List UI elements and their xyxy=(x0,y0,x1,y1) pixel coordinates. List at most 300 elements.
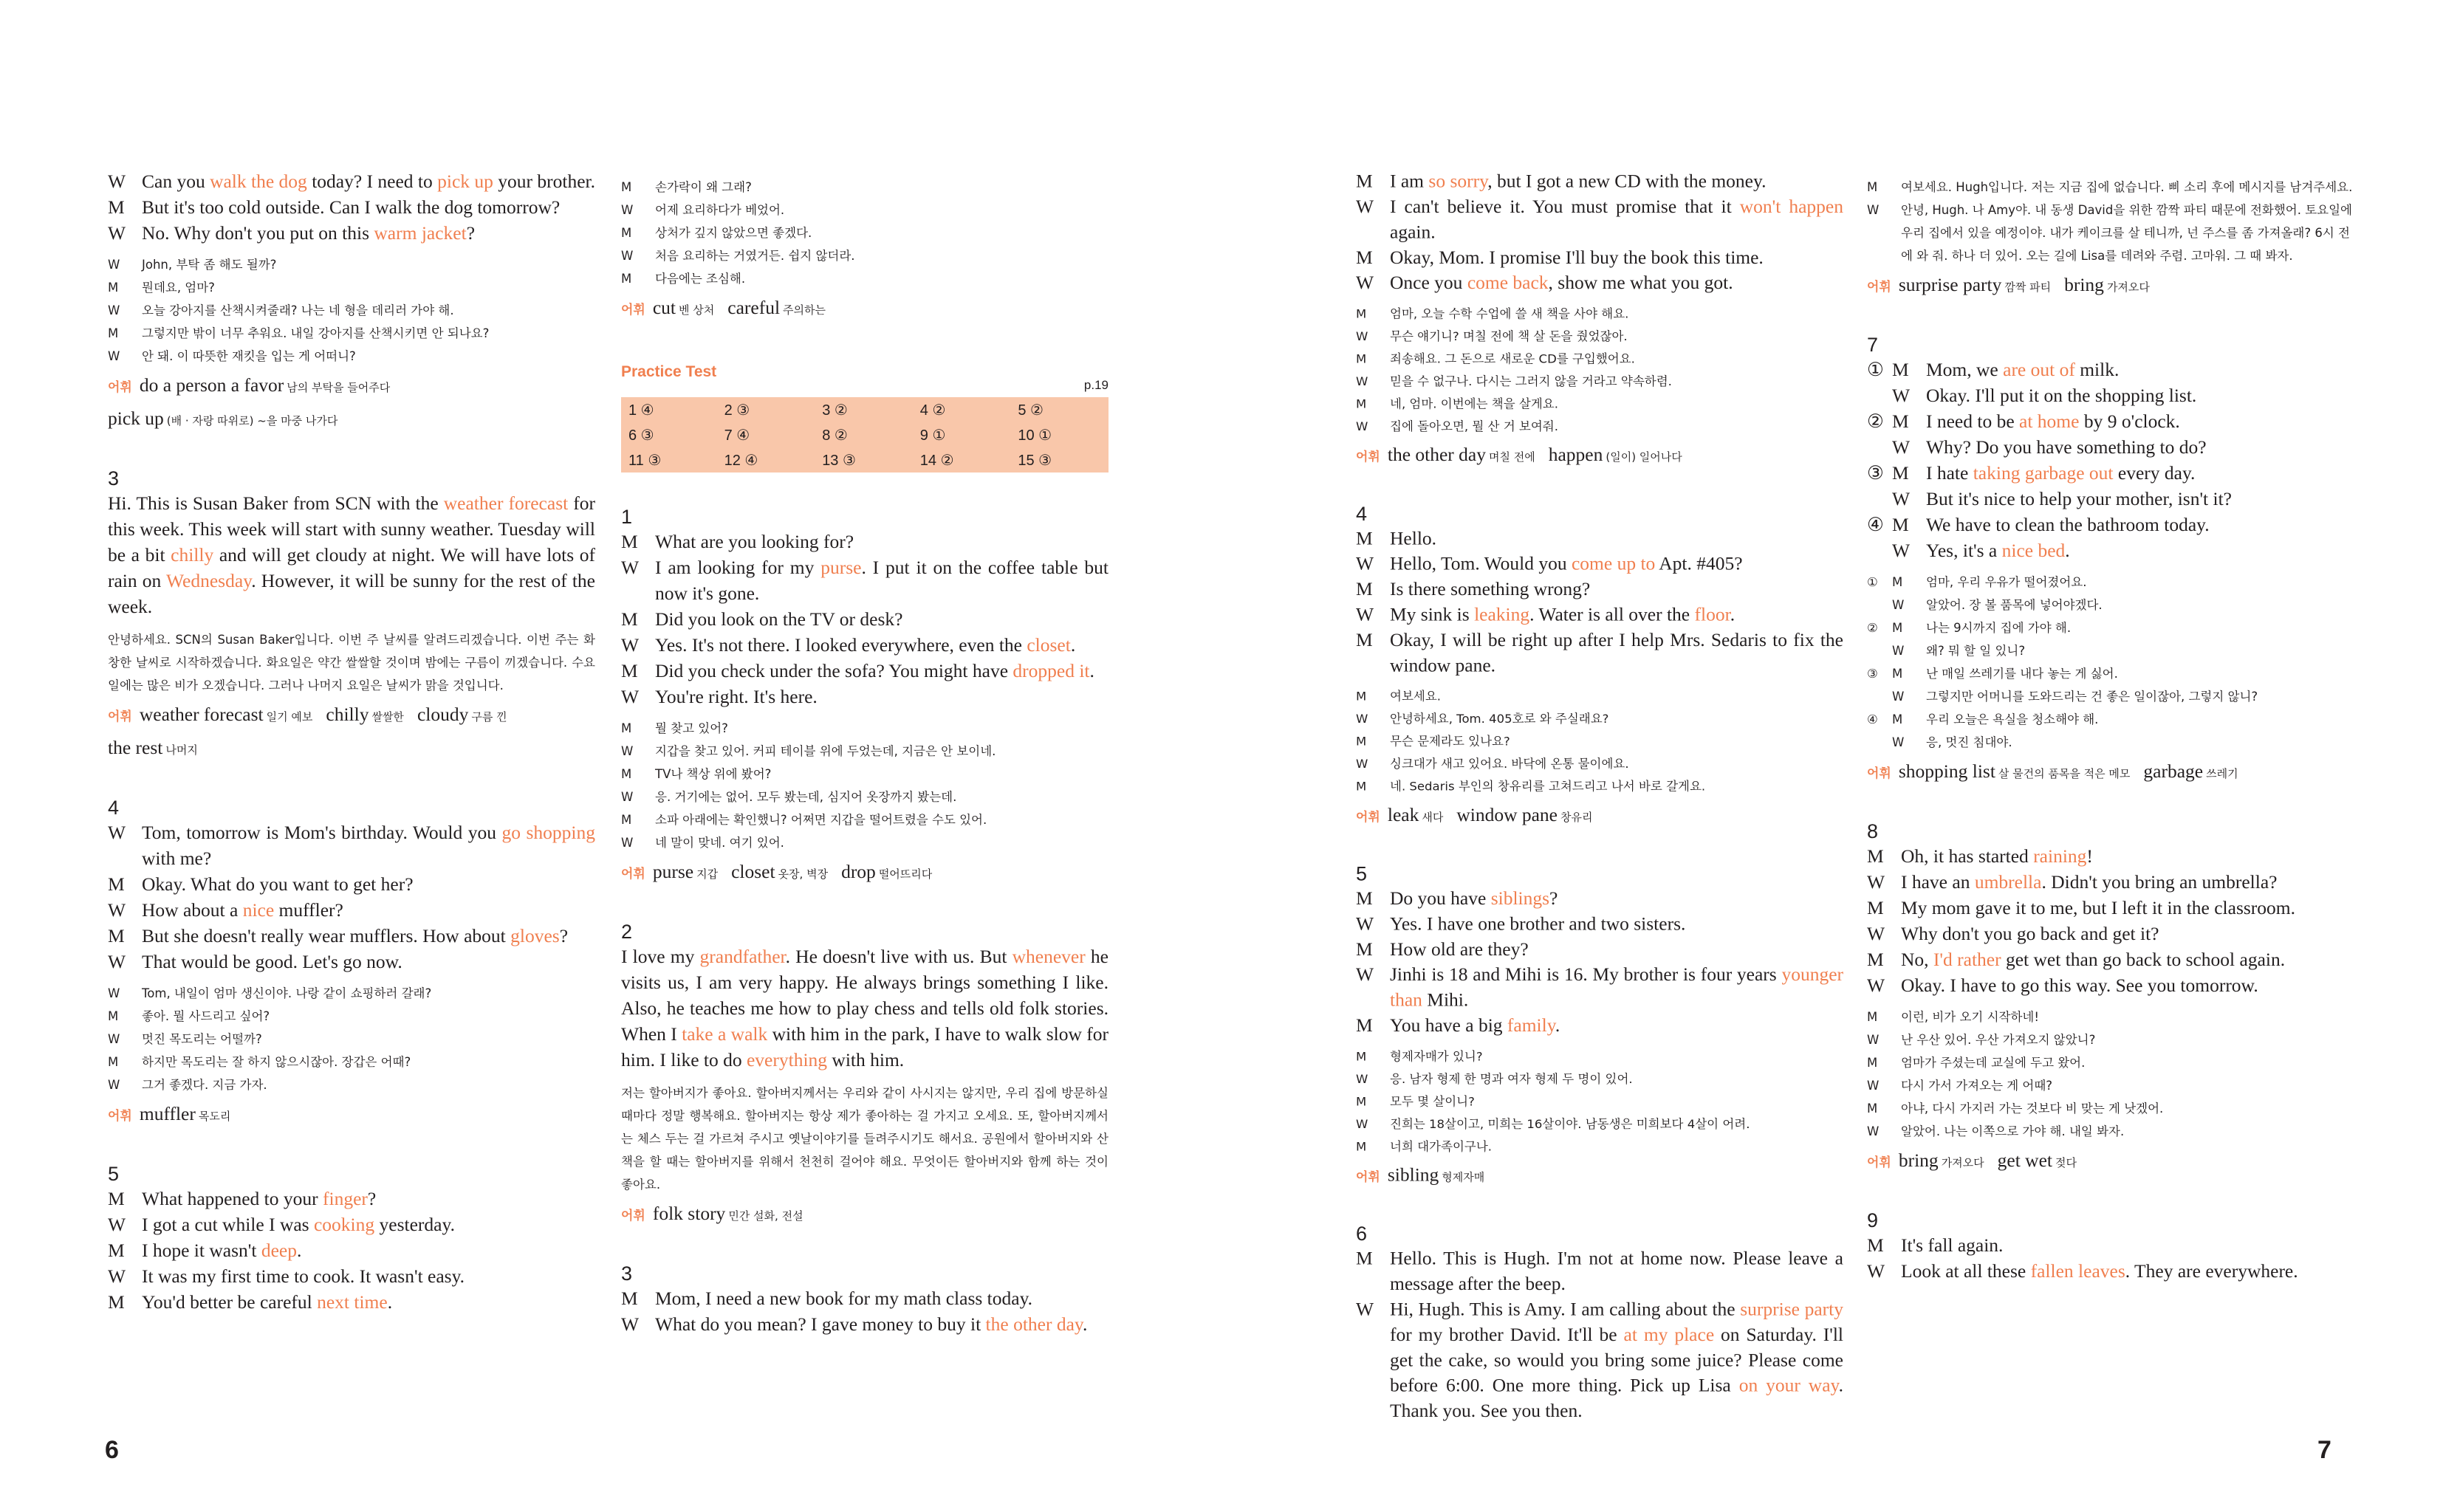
translation-text: 믿을 수 없구나. 다시는 그러지 않을 거라고 약속하렴. xyxy=(1390,374,1672,388)
translation-text: 여보세요. xyxy=(1390,689,1442,704)
dialogue-line xyxy=(1867,357,2354,382)
dialogue-line xyxy=(1356,936,1843,961)
vocab-word: the other day xyxy=(1387,444,1486,466)
vocab-gloss: 쓰레기 xyxy=(2206,767,2238,780)
page-number-right: 7 xyxy=(2317,1436,2331,1464)
speaker: W xyxy=(108,1032,120,1046)
text-segment: But she doesn't really wear mufflers. How about xyxy=(142,925,511,946)
translation-text: 멋진 목도리는 어떨까? xyxy=(142,1032,262,1046)
text-segment: for this week. This week will start with sunny weather. Tuesday will be a bit xyxy=(108,492,595,566)
speaker: M xyxy=(1356,351,1367,366)
item-number xyxy=(1867,685,1892,708)
practice-test-page-ref: p.19 xyxy=(1083,378,1109,392)
answer-cell: 12 ④ xyxy=(724,452,758,469)
dialogue-line xyxy=(1867,434,2354,460)
translation-line xyxy=(621,267,1109,290)
vocab-gloss: 주의하는 xyxy=(783,303,826,317)
translation-line xyxy=(1356,1045,1843,1068)
translation-line xyxy=(621,808,1109,831)
translation-line xyxy=(1356,1068,1843,1090)
text-segment: What are you looking for? xyxy=(655,531,854,552)
text-segment: with me? xyxy=(142,848,212,869)
speaker: M xyxy=(621,1288,638,1309)
speaker: M xyxy=(1867,845,1884,867)
line-text xyxy=(1390,168,1843,193)
p4-vocab xyxy=(1356,802,1843,830)
highlight-phrase: come back xyxy=(1467,272,1549,294)
translation-line xyxy=(621,176,1109,199)
speaker: M xyxy=(1867,1102,1878,1116)
dialogue-line xyxy=(1356,1012,1843,1037)
vocab-word: muffler xyxy=(139,1103,196,1124)
speaker: W xyxy=(1356,603,1374,625)
vocab-gloss: 일기 예보 xyxy=(266,710,313,724)
translation-text: 이런, 비가 오기 시작하네! xyxy=(1901,1010,2039,1024)
speaker: M xyxy=(1356,1049,1367,1064)
text-segment: Can you xyxy=(142,171,210,192)
vocab-gloss: 구름 낀 xyxy=(471,710,507,724)
translation-line xyxy=(108,1005,595,1028)
highlight-phrase: taking garbage out xyxy=(1973,462,2114,484)
vocab-word: cut xyxy=(652,297,676,318)
speaker: W xyxy=(1867,975,1885,996)
translation-text: 우리 오늘은 욕실을 청소해야 해. xyxy=(1926,712,2099,726)
dialogue-line xyxy=(1356,577,1843,602)
speaker: M xyxy=(621,226,632,240)
speaker: W xyxy=(1892,735,1905,749)
vocab-word: window pane xyxy=(1456,804,1558,825)
text-segment: . xyxy=(387,1291,393,1313)
text-segment: We have to clean the bathroom today. xyxy=(1926,514,2210,535)
speaker: W xyxy=(621,557,640,578)
text-segment: Why? Do you have something to do? xyxy=(1926,436,2207,458)
line-text xyxy=(1390,911,1843,936)
p6-dialogue xyxy=(1356,1245,1843,1423)
text-segment: . xyxy=(296,1240,302,1261)
dialogue-line xyxy=(108,220,595,246)
item-number: ① xyxy=(1867,359,1884,380)
dialogue-line xyxy=(1867,921,2354,946)
dialogue-line xyxy=(108,1263,595,1289)
line-text xyxy=(655,658,1109,684)
line-text xyxy=(655,529,1109,554)
highlight-phrase: the other day xyxy=(985,1313,1083,1335)
text-segment: Do you have xyxy=(1390,887,1491,909)
dialogue-line xyxy=(108,897,595,923)
dialogue-line xyxy=(1867,460,2354,486)
translation-text: 죄송해요. 그 돈으로 새로운 CD를 구입했어요. xyxy=(1390,351,1635,366)
text-segment: and will get cloudy at night. We will have lots of rain on xyxy=(108,544,596,591)
speaker: W xyxy=(621,249,634,263)
text-segment: Okay. I'll put it on the shopping list. xyxy=(1926,385,2197,406)
speaker: W xyxy=(108,258,120,272)
text-segment: . They are everywhere. xyxy=(2125,1260,2298,1282)
translation-line xyxy=(1867,1006,2354,1028)
speaker: W xyxy=(1892,488,1911,509)
translation-line xyxy=(1867,731,2354,754)
speaker: M xyxy=(1356,1248,1373,1269)
dialogue-line xyxy=(108,168,595,194)
text-segment: ? xyxy=(559,925,569,946)
text-segment: . Thank you. See you then. xyxy=(1390,1375,1843,1422)
vocab-word: garbage xyxy=(2143,760,2204,782)
text-segment: Yes, it's a xyxy=(1926,540,2002,561)
p1-translation xyxy=(621,717,1109,854)
speaker: W xyxy=(1892,540,1911,561)
line-text xyxy=(655,632,1109,658)
s4-dialogue xyxy=(108,819,595,975)
speaker: M xyxy=(1356,629,1373,650)
line-text xyxy=(1390,270,1843,295)
translation-text: 그거 좋겠다. 지금 가자. xyxy=(142,1078,267,1092)
item-number: ④ xyxy=(1867,514,1884,535)
translation-text: 알았어. 나는 이쪽으로 가야 해. 내일 봐자. xyxy=(1901,1124,2125,1138)
text-segment: ? xyxy=(466,222,476,244)
speaker: W xyxy=(108,1214,126,1235)
text-segment: That would be good. Let's go now. xyxy=(142,951,402,972)
speaker: M xyxy=(1892,667,1903,681)
text-segment: Did you check under the sofa? You might have xyxy=(655,660,1013,681)
translation-text: 엄마, 우리 우유가 떨어졌어요. xyxy=(1926,575,2087,589)
vocab-word: do a person a favor xyxy=(139,374,284,396)
vocab-gloss: 새다 xyxy=(1422,811,1444,824)
line-text xyxy=(142,1263,595,1289)
highlight-phrase: gloves xyxy=(510,925,560,946)
line-text xyxy=(1390,551,1843,576)
translation-text: 엄마, 오늘 수학 수업에 쓸 새 책을 사야 해요. xyxy=(1390,306,1629,321)
translation-line xyxy=(1867,1051,2354,1074)
line-text xyxy=(142,220,595,246)
vocab-label: 어휘 xyxy=(108,380,132,395)
s2-dialogue xyxy=(108,168,595,246)
answer-cell: 10 ① xyxy=(1018,427,1052,444)
text-segment: Jinhi is 18 and Mihi is 16. My brother is four years xyxy=(1390,963,1782,986)
text-segment: But it's too cold outside. Can I walk the dog tomorrow? xyxy=(142,196,561,218)
translation-line xyxy=(1867,662,2354,685)
translation-text: 어제 요리하다가 베었어. xyxy=(655,203,785,217)
vocab-label: 어휘 xyxy=(621,867,645,882)
vocab-word: drop xyxy=(841,861,876,882)
text-segment: I am looking for my xyxy=(655,557,821,578)
translation-line xyxy=(1867,639,2354,662)
item-number: ③ xyxy=(1867,667,1878,681)
answer-table xyxy=(621,397,1109,472)
speaker: M xyxy=(1356,578,1373,600)
highlight-phrase: siblings xyxy=(1490,887,1550,909)
text-segment: But it's nice to help your mother, isn't it? xyxy=(1926,488,2232,509)
translation-text: 좋아. 뭘 사드리고 싶어? xyxy=(142,1009,270,1023)
highlight-phrase: I'd rather xyxy=(1933,949,2001,970)
text-segment: I hope it wasn't xyxy=(142,1240,261,1261)
translation-line xyxy=(1356,1135,1843,1158)
speaker: W xyxy=(1356,757,1368,772)
translation-text: 나는 9시까지 집에 가야 해. xyxy=(1926,621,2072,635)
speaker: W xyxy=(1356,1298,1374,1320)
dialogue-line xyxy=(621,1311,1109,1337)
p5-dialogue xyxy=(1356,885,1843,1037)
vocab-gloss: 떨어뜨리다 xyxy=(878,867,933,881)
item-number xyxy=(1867,537,1892,563)
text-segment: ! xyxy=(2086,845,2093,867)
text-segment: by 9 o'clock. xyxy=(2079,410,2180,432)
translation-line xyxy=(1867,685,2354,708)
p6-number: 6 xyxy=(1356,1223,1368,1245)
text-segment: milk. xyxy=(2074,359,2120,380)
highlight-phrase: fallen leaves xyxy=(2030,1260,2125,1282)
dialogue-line xyxy=(621,684,1109,709)
text-segment: I need to be xyxy=(1926,410,2020,432)
line-text xyxy=(1901,843,2354,869)
line-text xyxy=(142,1186,595,1212)
line-text xyxy=(142,949,595,975)
speaker: M xyxy=(1356,396,1367,411)
vocab-word: surprise party xyxy=(1898,274,2002,295)
p8-vocab xyxy=(1867,1147,2354,1176)
speaker: W xyxy=(108,1078,120,1092)
text-segment: How old are they? xyxy=(1390,938,1529,960)
highlight-phrase: next time xyxy=(317,1291,388,1313)
speaker: M xyxy=(1356,1014,1373,1036)
translation-text: 알았어. 장 볼 품목에 넣어야겠다. xyxy=(1926,598,2103,612)
text-segment: today? I need to xyxy=(306,171,438,192)
text-segment: . xyxy=(2065,540,2070,561)
text-segment: ? xyxy=(367,1188,377,1209)
translation-line xyxy=(621,740,1109,763)
translation-line xyxy=(1356,730,1843,752)
speaker: M xyxy=(1892,462,1909,484)
s2-vocab xyxy=(108,372,595,401)
translation-line xyxy=(108,982,595,1005)
p2-vocab xyxy=(621,1200,1109,1229)
vocab-gloss: 지갑 xyxy=(696,867,719,881)
speaker: M xyxy=(1867,1234,1884,1256)
text-segment: My sink is xyxy=(1390,603,1475,625)
line-text xyxy=(142,168,595,194)
highlight-phrase: younger than xyxy=(1390,963,1843,1011)
speaker: M xyxy=(108,281,119,295)
line-text xyxy=(1390,602,1843,627)
speaker: M xyxy=(1867,180,1878,194)
speaker: M xyxy=(621,272,632,286)
vocab-word: get wet xyxy=(1997,1150,2053,1171)
answer-cell: 14 ② xyxy=(919,452,954,469)
translation-line xyxy=(1867,1028,2354,1051)
translation-text: 네, 엄마. 이번에는 책을 살게요. xyxy=(1390,396,1558,411)
highlight-phrase: on your way xyxy=(1738,1375,1839,1396)
speaker: W xyxy=(621,203,634,217)
speaker: M xyxy=(108,925,125,946)
text-segment: How about a xyxy=(142,899,243,921)
dialogue-line xyxy=(1356,885,1843,910)
text-segment: for my brother David. It'll be xyxy=(1390,1324,1624,1345)
vocab-word: shopping list xyxy=(1898,760,1995,782)
text-segment: . xyxy=(1730,603,1736,625)
dialogue-line xyxy=(108,949,595,975)
vocab-gloss: 가져오다 xyxy=(1941,1156,1984,1169)
column-1 xyxy=(108,168,595,1315)
vocab-gloss: 깜짝 파티 xyxy=(2004,281,2052,294)
s4-vocab xyxy=(108,1101,595,1130)
text-segment: Mihi. xyxy=(1422,989,1469,1011)
p2-number: 2 xyxy=(621,921,633,943)
s3-vocab xyxy=(108,735,595,763)
item-number xyxy=(1867,731,1892,754)
translation-line xyxy=(1356,1090,1843,1113)
translation-line xyxy=(1867,1074,2354,1097)
speaker: M xyxy=(1892,712,1903,726)
line-text xyxy=(142,194,595,220)
vocab-word: bring xyxy=(2064,274,2104,295)
translation-text: TV나 책상 위에 봤어? xyxy=(655,767,772,781)
speaker: M xyxy=(1867,949,1884,970)
text-segment: What do you mean? I gave money to buy it xyxy=(655,1313,986,1335)
line-text xyxy=(1901,1232,2354,1258)
speaker: W xyxy=(1356,1072,1368,1086)
translation-text: 여보세요. Hugh입니다. 저는 지금 집에 없습니다. 삐 소리 후에 메시지를 남겨주세요. xyxy=(1901,180,2353,194)
p3-translation xyxy=(1356,303,1843,438)
dialogue-line xyxy=(621,658,1109,684)
translation-line xyxy=(108,1073,595,1096)
text-segment: Once you xyxy=(1390,272,1467,294)
p2-translation: 저는 할아버지가 좋아요. 할아버지께서는 우리와 같이 사시지는 않지만, 우리 집에 방문하실 때마다 정말 행복해요. 할아버지는 항상 제가 좋아하는 걸 가지고 오세요. 또, 할아버지께서는 체스 두는 걸 가르쳐 주시고 옛날이야기를 들려주시기도 해서요. 공원에서 할아버지와 산책을 할 때는 할아버지를 위해서 천천히 걸어야 해요. 무엇이든 할아버지와 함께 하는 것이 좋아요. xyxy=(621,1086,1109,1192)
translation-line xyxy=(108,1051,595,1073)
line-text xyxy=(1390,627,1843,678)
text-segment: I love my xyxy=(621,946,700,967)
vocab-label: 어휘 xyxy=(108,1109,132,1124)
speaker: M xyxy=(108,196,125,218)
vocab-gloss: 민간 설화, 전설 xyxy=(728,1209,804,1223)
speaker: M xyxy=(1356,170,1373,192)
vocab-gloss: 살 물건의 품목을 적은 메모 xyxy=(1998,767,2131,780)
translation-text: 안 돼. 이 따뜻한 재킷을 입는 게 어떠니? xyxy=(142,349,356,363)
dialogue-line xyxy=(108,1289,595,1315)
text-segment: . Water is all over the xyxy=(1529,603,1695,625)
text-segment: every day. xyxy=(2113,462,2196,484)
line-text xyxy=(1390,936,1843,961)
translation-text: 네 말이 맞네. 여기 있어. xyxy=(655,836,784,850)
dialogue-line xyxy=(1867,972,2354,998)
text-segment: My mom gave it to me, but I left it in the classroom. xyxy=(1901,897,2295,918)
translation-line xyxy=(1867,708,2354,731)
dialogue-line xyxy=(1356,551,1843,576)
answer-cell: 4 ② xyxy=(919,402,946,419)
line-text xyxy=(655,684,1109,709)
speaker: M xyxy=(621,813,632,827)
speaker: M xyxy=(1867,1010,1878,1024)
answer-row xyxy=(621,422,1109,447)
highlight-phrase: whenever xyxy=(1012,946,1086,967)
speaker: M xyxy=(108,1188,125,1209)
translation-line xyxy=(621,717,1109,740)
p3b-dialogue xyxy=(1356,168,1843,295)
highlight-phrase: nice xyxy=(242,899,275,921)
vocab-label: 어휘 xyxy=(1356,1169,1380,1185)
translation-text: 모두 몇 살이니? xyxy=(1390,1094,1475,1109)
speaker: W xyxy=(1867,1079,1880,1093)
translation-line xyxy=(1867,1120,2354,1143)
s3-translation: 안녕하세요. SCN의 Susan Baker입니다. 이번 주 날씨를 알려드리겠습니다. 이번 주는 화창한 날씨로 시작하겠습니다. 화요일은 약간 쌀쌀할 것이며 밤에는 구름이 끼겠습니다. 수요일에는 많은 비가 오겠습니다. 그러나 나머지 요일은 날씨가 맑을 것입니다. xyxy=(108,633,595,693)
line-text xyxy=(1901,869,2354,895)
vocab-word: pick up xyxy=(108,408,164,429)
speaker: W xyxy=(1892,436,1911,458)
dialogue-line xyxy=(621,554,1109,606)
vocab-word: closet xyxy=(731,861,775,882)
s3-number: 3 xyxy=(108,467,120,489)
speaker: M xyxy=(1356,887,1373,909)
line-text xyxy=(142,1212,595,1237)
translation-text: 형제자매가 있니? xyxy=(1390,1049,1483,1064)
p8-number: 8 xyxy=(1867,820,1879,842)
speaker: M xyxy=(1867,1056,1878,1070)
translation-text: 너희 대가족이구나. xyxy=(1390,1139,1493,1154)
line-text xyxy=(1390,962,1843,1013)
line-text xyxy=(1901,946,2354,972)
text-segment: I have an xyxy=(1901,871,1975,893)
text-segment: Oh, it has started xyxy=(1901,845,2034,867)
answer-cell: 9 ① xyxy=(919,427,946,444)
text-segment: Okay, Mom. I promise I'll buy the book this time. xyxy=(1390,247,1764,268)
highlight-phrase: cooking xyxy=(313,1214,375,1235)
highlight-phrase: dropped it xyxy=(1013,660,1090,681)
text-segment: on Saturday. I'll get the cake, so would you bring some juice? Please come before 6:00. One more thing. Pick up Lisa xyxy=(1390,1324,1843,1396)
line-text xyxy=(1390,577,1843,602)
dialogue-line xyxy=(108,1237,595,1263)
vocab-gloss: 형제자매 xyxy=(1442,1170,1485,1184)
speaker: W xyxy=(1867,1124,1880,1138)
p3-number: 3 xyxy=(621,1262,633,1285)
vocab-word: folk story xyxy=(652,1203,726,1224)
text-segment: Yes. It's not there. I looked everywhere, even the xyxy=(655,634,1027,656)
highlight-phrase: deep xyxy=(261,1240,297,1261)
dialogue-line xyxy=(1356,244,1843,269)
highlight-phrase: warm jacket xyxy=(374,222,467,244)
dialogue-line xyxy=(1356,168,1843,193)
item-number xyxy=(1867,434,1892,460)
text-segment: I hate xyxy=(1926,462,1973,484)
answer-cell: 3 ② xyxy=(822,402,848,419)
line-text xyxy=(1901,895,2354,921)
line-text xyxy=(1390,526,1843,551)
speaker: M xyxy=(621,767,632,781)
speaker: W xyxy=(1892,598,1905,612)
text-segment: Tom, tomorrow is Mom's birthday. Would you xyxy=(142,822,502,843)
text-segment: Hello, Tom. Would you xyxy=(1390,553,1572,574)
speaker: M xyxy=(108,1055,119,1069)
highlight-phrase: Wednesday xyxy=(166,570,252,591)
translation-line xyxy=(1356,393,1843,415)
column-4 xyxy=(1867,168,2354,1284)
dialogue-line xyxy=(108,1212,595,1237)
text-segment: your brother. xyxy=(493,171,596,192)
answer-cell: 15 ③ xyxy=(1018,452,1052,469)
item-number: ④ xyxy=(1867,712,1878,726)
column-3 xyxy=(1356,168,1843,1423)
vocab-gloss: 나머지 xyxy=(165,743,198,757)
speaker: W xyxy=(1356,913,1374,935)
line-text xyxy=(1926,382,2354,408)
text-segment: . xyxy=(1070,634,1076,656)
speaker: W xyxy=(1867,871,1885,893)
translation-text: 엄마가 주셨는데 교실에 두고 왔어. xyxy=(1901,1056,2086,1070)
speaker: W xyxy=(1356,196,1374,217)
translation-text: 다음에는 조심해. xyxy=(655,272,746,286)
translation-text: 안녕, Hugh. 나 Amy야. 내 동생 David을 위한 깜짝 파티 때문에 전화했어. 토요일에 우리 집에서 있을 예정이야. 내가 케이크를 살 테니까, 넌 주스를 좀 가져올래? 6시 전에 와 줘. 하나 더 있어. 오는 길에 Lisa를 데려와 주렴. 고마워. 그 때 봐자. xyxy=(1901,203,2352,263)
translation-text: John, 부탁 좀 해도 될까? xyxy=(142,258,277,272)
translation-line xyxy=(1867,176,2354,199)
line-text xyxy=(142,871,595,897)
line-text xyxy=(142,819,595,871)
p9-dialogue xyxy=(1867,1232,2354,1284)
